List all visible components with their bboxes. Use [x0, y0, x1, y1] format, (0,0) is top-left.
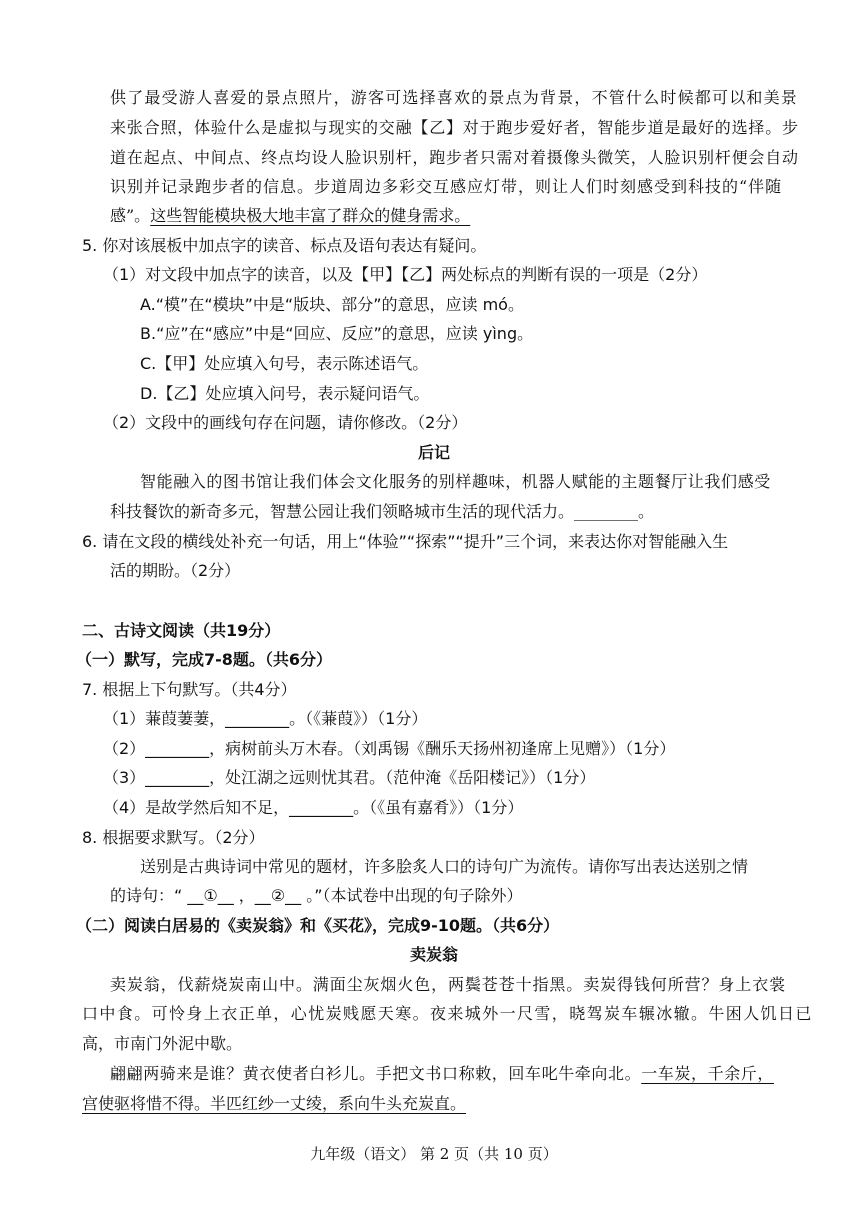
- paragraph-line: 识别并记录跑步者的信息。步道周边多彩交互感应灯带，则让人们时刻感受到科技的“伴随: [110, 177, 783, 196]
- afterword-line: 科技餐饮的新奇多元，智慧公园让我们领略城市生活的现代活力。________。: [110, 502, 655, 521]
- underlined-sentence: 这些智能模块极大地丰富了群众的健身需求。: [150, 206, 471, 225]
- option-c: C.【甲】处应填入句号，表示陈述语气。: [140, 354, 429, 373]
- question-7-item: （4）是故学然后知不足，________。（《虽有嘉肴》）（1分）: [103, 798, 524, 817]
- question-5-stem: 5. 你对该展板中加点字的读音、标点及语句表达有疑问。: [82, 236, 487, 255]
- option-a: A.“模”在“模块”中是“版块、部分”的意思，应读 mó。: [140, 295, 524, 314]
- question-5-sub1: （1）对文段中加点字的读音，以及【甲】【乙】两处标点的判断有误的一项是（2分）: [103, 265, 708, 284]
- page-footer: 九年级（语文） 第 2 页（共 10 页）: [310, 1145, 558, 1163]
- question-8-stem: 8. 根据要求默写。（2分）: [82, 828, 265, 847]
- afterword-title: 后记: [417, 443, 450, 462]
- poem-line: 高，市南门外泥中歇。: [82, 1034, 243, 1053]
- paragraph-line: [110, 206, 470, 226]
- poem-line: 卖炭翁，伐薪烧炭南山中。满面尘灰烟火色，两鬓苍苍十指黑。卖炭得钱何所营？身上衣裳: [110, 975, 787, 994]
- part-1-heading: （一）默写，完成7-8题。（共6分）: [76, 650, 333, 669]
- poem-line: 口中食。可怜身上衣正单，心忧炭贱愿天寒。夜来城外一尺雪，晓驾炭车辗冰辙。牛困人饥日已: [82, 1004, 813, 1023]
- question-8-line: 送别是古典诗词中常见的题材，许多脍炙人口的诗句广为流传。请你写出表达送别之情: [140, 857, 749, 876]
- poem-title: 卖炭翁: [409, 945, 458, 964]
- paragraph-line: 道在起点、中间点、终点均设人脸识别杆，跑步者只需对着摄像头微笑，人脸识别杆便会自动: [110, 148, 799, 167]
- question-5-sub2: （2）文段中的画线句存在问题，请你修改。（2分）: [103, 413, 468, 432]
- option-b: B.“应”在“感应”中是“回应、反应”的意思，应读 yìng。: [140, 324, 534, 343]
- question-6-line: 6. 请在文段的横线处补充一句话，用上“体验”“探索”“提升”三个词，来表达你对智能融入生: [82, 532, 729, 551]
- poem-line: [110, 1064, 774, 1084]
- question-7-stem: 7. 根据上下句默写。（共4分）: [82, 680, 297, 699]
- part-2-heading: （二）阅读白居易的《卖炭翁》和《买花》，完成9-10题。（共6分）: [76, 916, 560, 935]
- question-6-line: 活的期盼。（2分）: [110, 561, 241, 580]
- question-8-line: 的诗句：“ __①__ ，__②__ 。”（本试卷中出现的句子除外）: [110, 886, 523, 905]
- section-2-heading: 二、古诗文阅读（共19分）: [82, 621, 281, 640]
- poem-text: 翩翩两骑来是谁？黄衣使者白衫儿。手把文书口称敕，回车叱牛牵向北。: [110, 1064, 642, 1083]
- paragraph-line: 来张合照，体验什么是虚拟与现实的交融【乙】对于跑步爱好者，智能步道是最好的选择。步: [110, 118, 799, 137]
- afterword-line: 智能融入的图书馆让我们体会文化服务的别样趣味，机器人赋能的主题餐厅让我们感受: [140, 472, 771, 491]
- paragraph-text: 感”。: [110, 206, 151, 225]
- paragraph-line: 供了最受游人喜爱的景点照片，游客可选择喜欢的景点为背景，不管什么时候都可以和美景: [110, 88, 799, 107]
- underlined-poem-text: 宫使驱将惜不得。半匹红纱一丈绫，系向牛头充炭直。: [82, 1094, 467, 1113]
- question-7-item: （2）________，病树前头万木春。（刘禹锡《酬乐天扬州初逢席上见赠》）（1分）: [103, 739, 676, 758]
- option-d: D.【乙】处应填入问号，表示疑问语气。: [140, 384, 430, 403]
- underlined-poem-text: 一车炭，千余斤，: [641, 1064, 775, 1083]
- question-7-item: （1）蒹葭萋萋，________。（《蒹葭》）（1分）: [103, 709, 428, 728]
- question-7-item: （3）________，处江湖之远则忧其君。（范仲淹《岳阳楼记》）（1分）: [103, 768, 596, 787]
